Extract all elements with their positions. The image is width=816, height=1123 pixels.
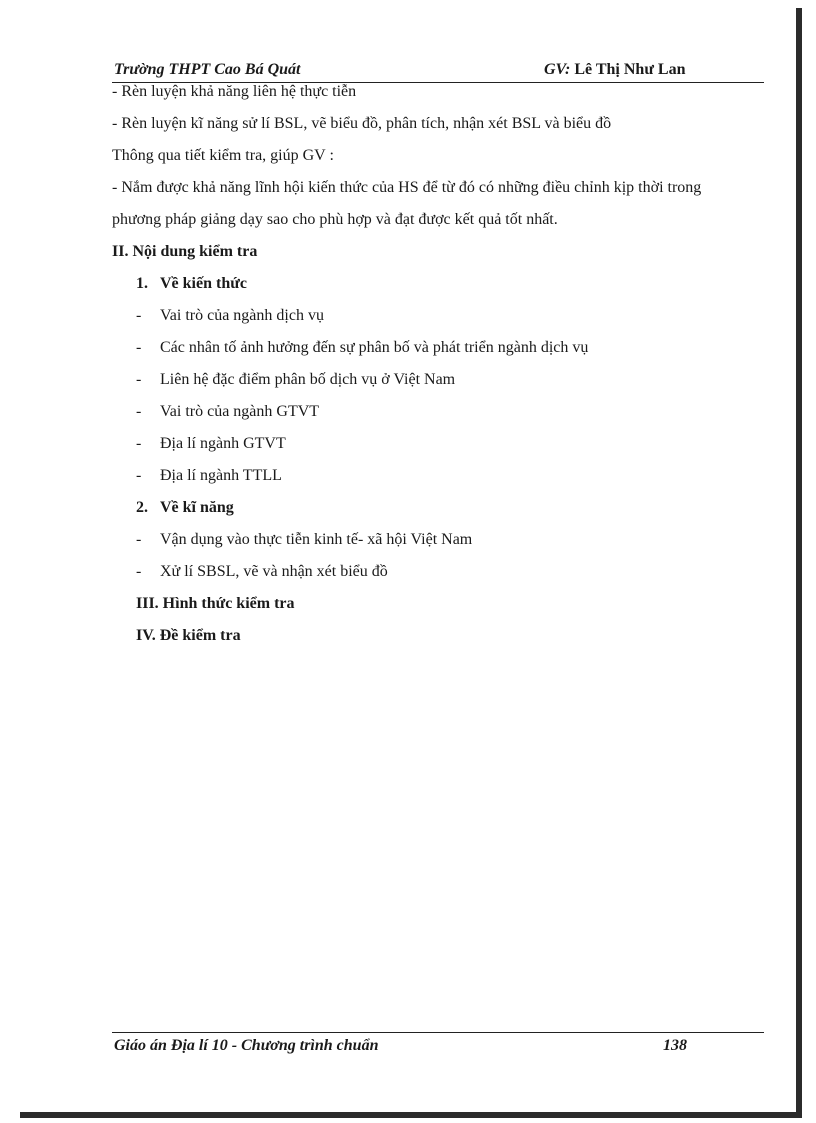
list-item xyxy=(112,400,772,424)
list-item xyxy=(112,304,772,328)
list-item xyxy=(112,464,772,488)
body-line-3: Thông qua tiết kiểm tra, giúp GV : xyxy=(112,147,334,164)
page-footer xyxy=(112,1032,764,1057)
list-item-text: Vận dụng vào thực tiễn kinh tế- xã hội Việt Nam xyxy=(160,531,473,548)
list-dash: - xyxy=(136,307,142,324)
list-item-text: Vai trò của ngành dịch vụ xyxy=(160,307,324,324)
header-school: Trường THPT Cao Bá Quát xyxy=(114,61,301,78)
list-dash: - xyxy=(136,371,142,388)
subsection-1-number: 1. xyxy=(136,275,148,292)
list-item xyxy=(112,528,772,552)
header-teacher xyxy=(544,61,686,79)
list-dash: - xyxy=(136,339,142,356)
list-dash: - xyxy=(136,435,142,452)
header-teacher-name: Lê Thị Như Lan xyxy=(574,61,686,78)
list-item-text: Các nhân tố ảnh hưởng đến sự phân bố và phát triển ngành dịch vụ xyxy=(160,339,589,356)
list-item xyxy=(112,432,772,456)
subsection-2-number: 2. xyxy=(136,499,148,516)
page-shadow-bottom xyxy=(20,1112,802,1118)
section-3-heading: III. Hình thức kiểm tra xyxy=(136,595,295,612)
subsection-2 xyxy=(112,496,412,520)
subsection-2-heading: Về kĩ năng xyxy=(160,499,234,516)
body-line-2: - Rèn luyện kĩ năng sử lí BSL, vẽ biểu đồ, phân tích, nhận xét BSL và biểu đồ xyxy=(112,115,612,132)
list-item-text: Liên hệ đặc điểm phân bố dịch vụ ở Việt Nam xyxy=(160,371,456,388)
subsection-1 xyxy=(112,272,412,296)
footer-page-number: 138 xyxy=(663,1037,687,1054)
section-4-heading: IV. Đề kiểm tra xyxy=(136,627,241,644)
body-line-5: phương pháp giảng dạy sao cho phù hợp và đạt được kết quả tốt nhất. xyxy=(112,211,558,228)
list-item-text: Vai trò của ngành GTVT xyxy=(160,403,320,420)
subsection-1-heading: Về kiến thức xyxy=(160,275,247,292)
body-line-4: - Nắm được khả năng lĩnh hội kiến thức của HS để từ đó có những điều chỉnh kịp thời trong xyxy=(112,179,702,196)
list-item-text: Địa lí ngành TTLL xyxy=(160,467,282,484)
list-dash: - xyxy=(136,467,142,484)
section-2-heading: II. Nội dung kiểm tra xyxy=(112,243,258,260)
page-shadow-right xyxy=(796,8,802,1116)
list-item-text: Địa lí ngành GTVT xyxy=(160,435,286,452)
body-line-1: - Rèn luyện khả năng liên hệ thực tiễn xyxy=(112,83,357,100)
header-teacher-prefix: GV: xyxy=(544,61,571,78)
list-dash: - xyxy=(136,403,142,420)
list-item xyxy=(112,560,772,584)
list-item xyxy=(112,336,772,360)
list-dash: - xyxy=(136,563,142,580)
list-dash: - xyxy=(136,531,142,548)
list-item xyxy=(112,368,772,392)
list-item-text: Xử lí SBSL, vẽ và nhận xét biểu đồ xyxy=(160,563,388,580)
footer-title: Giáo án Địa lí 10 - Chương trình chuẩn xyxy=(114,1037,379,1054)
